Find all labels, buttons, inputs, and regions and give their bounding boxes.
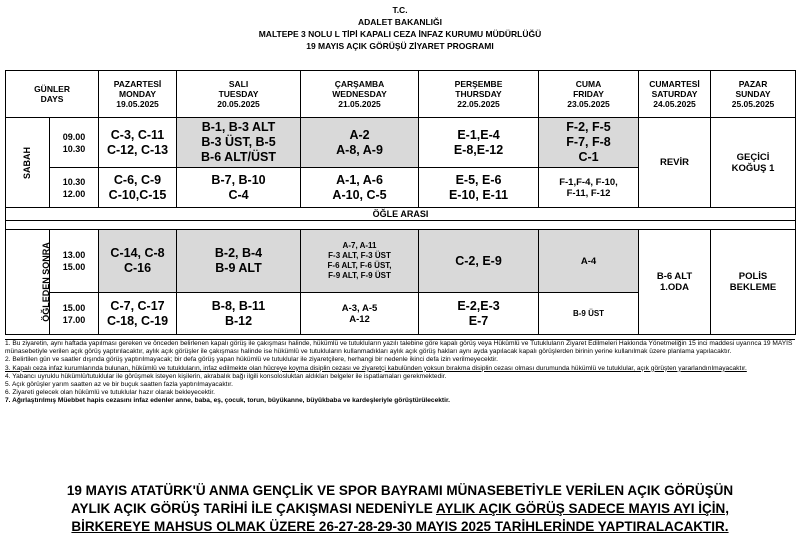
announcement-line-3: BİRKEREYE MAHSUS OLMAK ÜZERE 26-27-28-29-30 MAYIS 2025 TARİHLERİNDE YAPTIRALACAKTIR. xyxy=(71,519,729,534)
day-saturday xyxy=(639,71,711,118)
slot-cell-wed xyxy=(301,168,419,208)
spacer-row xyxy=(6,221,796,230)
slot-cell-tue xyxy=(177,168,301,208)
time-end: 17.00 xyxy=(62,314,86,325)
day-date: 24.05.2025 xyxy=(653,99,696,109)
slot-cell-mon xyxy=(99,168,177,208)
ward-line: A-1, A-6 xyxy=(336,172,383,187)
announcement xyxy=(0,482,800,536)
ward-line: B-2, B-4 xyxy=(214,246,263,260)
slot-time xyxy=(50,230,99,293)
ward-line: E-7 xyxy=(468,313,489,328)
slot-cell-mon xyxy=(99,230,177,293)
day-name-tr: SALI xyxy=(228,79,249,89)
ward-line: C-7, C-17 xyxy=(110,298,165,313)
slot-cell-wed xyxy=(301,293,419,335)
note-7: 7. Ağırlaştırılmış Müebbet hapis cezasını infaz edenler anne, baba, eş, çocuk, torun, büyükanne, büyükbaba ve kardeşleriyle görüştürülecektir. xyxy=(5,397,450,405)
day-date: 20.05.2025 xyxy=(217,99,260,109)
ward-line: A-8, A-9 xyxy=(336,142,383,157)
header-tc: T.C. xyxy=(392,5,408,15)
time-end: 15.00 xyxy=(62,262,86,272)
day-name-en: SATURDAY xyxy=(651,89,698,99)
slot-cell-thu xyxy=(419,168,539,208)
day-sunday xyxy=(711,71,796,118)
day-wednesday xyxy=(301,71,419,118)
slot-cell-mon xyxy=(99,293,177,335)
days-label-tr: GÜNLER xyxy=(34,84,70,94)
ward-line: B-7, B-10 xyxy=(211,172,266,187)
lunch-break-row xyxy=(6,208,796,221)
day-date: 21.05.2025 xyxy=(338,99,381,109)
day-thursday xyxy=(419,71,539,118)
ward-line: C-18, C-19 xyxy=(106,313,169,328)
slot-cell-thu xyxy=(419,118,539,168)
saturday-afternoon-cell xyxy=(639,230,711,335)
day-name-tr: PAZARTESİ xyxy=(113,79,162,89)
slot-cell-wed xyxy=(301,118,419,168)
ward-line: A-7, A-11 xyxy=(342,241,377,250)
ward-line: C-12, C-13 xyxy=(106,142,169,157)
slot-cell-tue xyxy=(177,230,301,293)
day-name-tr: CUMA xyxy=(575,79,602,89)
ward-line: POLİS xyxy=(738,271,768,282)
ward-line: C-2, E-9 xyxy=(455,253,502,268)
sunday-morning-cell xyxy=(711,118,796,208)
ward-line: B-3 ÜST, B-5 xyxy=(201,135,276,149)
ward-line: REVİR xyxy=(659,157,690,168)
day-name-en: THURSDAY xyxy=(455,89,502,99)
time-start: 13.00 xyxy=(62,250,86,260)
ward-line: E-2,E-3 xyxy=(457,298,500,313)
ward-line: E-10, E-11 xyxy=(448,187,509,202)
ward-line: F-1,F-4, F-10, xyxy=(559,176,618,188)
day-name-en: SUNDAY xyxy=(735,89,771,99)
day-friday xyxy=(539,71,639,118)
ward-line: B-9 ALT xyxy=(215,261,262,275)
period-afternoon-label: ÖĞLEDEN SONRA xyxy=(40,242,51,322)
ward-line: B-6 ALT xyxy=(656,271,693,282)
day-date: 23.05.2025 xyxy=(567,99,610,109)
document-header xyxy=(0,0,800,52)
sunday-afternoon-cell xyxy=(711,230,796,335)
ward-line: B-9 ÜST xyxy=(572,308,605,318)
slot-time xyxy=(50,118,99,168)
ward-line: C-4 xyxy=(228,187,249,202)
slot-cell-fri xyxy=(539,230,639,293)
time-start: 10.30 xyxy=(62,176,86,187)
ward-line: C-16 xyxy=(123,261,152,275)
ward-line: F-7, F-8 xyxy=(566,135,611,149)
ward-line: B-6 ALT/ÜST xyxy=(201,150,277,164)
period-morning xyxy=(6,118,50,208)
days-label-en: DAYS xyxy=(40,94,64,104)
slot-cell-mon xyxy=(99,118,177,168)
time-end: 12.00 xyxy=(62,188,86,199)
slot-time xyxy=(50,293,99,335)
ward-line: F-2, F-5 xyxy=(566,120,611,134)
ward-line: E-1,E-4 xyxy=(457,127,500,142)
slot-cell-thu xyxy=(419,230,539,293)
time-start: 09.00 xyxy=(62,131,86,142)
slot-cell-wed xyxy=(301,230,419,293)
days-header-row xyxy=(6,71,796,118)
day-name-tr: PERŞEMBE xyxy=(454,79,503,89)
announcement-line-2-plain: AYLIK AÇIK GÖRÜŞ TARİHİ İLE ÇAKIŞMASI NEDENİYLE xyxy=(70,501,436,516)
ward-line: F-11, F-12 xyxy=(566,187,611,199)
ward-line: B-12 xyxy=(224,313,253,328)
slot-cell-thu xyxy=(419,293,539,335)
note-2: 2. Belirtilen gün ve saatler dışında görüş yaptırılmayacak; bir defa görüş yapan hükümlü ve tutuklular ile ziyaretçilere, herhangi bir nedenle ikinci defa izin verilmeyecektir. xyxy=(5,356,498,364)
header-institution: MALTEPE 3 NOLU L TİPİ KAPALI CEZA İNFAZ KURUMU MÜDÜRLÜĞÜ xyxy=(258,29,542,39)
note-4: 4. Yabancı uyruklu hükümlü/tutuklular ile görüşmek isteyen kişilerin, akrabalık bağı ilgili konsolosluktan aldıkları belgeler ile ispatlamaları gerekmektedir. xyxy=(5,372,447,380)
announcement-line-1: 19 MAYIS ATATÜRK'Ü ANMA GENÇLİK VE SPOR BAYRAMI MÜNASEBETİYLE VERİLEN AÇIK GÖRÜŞÜN xyxy=(66,483,734,498)
day-date: 25.05.2025 xyxy=(731,99,775,109)
day-monday xyxy=(99,71,177,118)
time-end: 10.30 xyxy=(62,143,86,154)
ward-line: C-10,C-15 xyxy=(108,187,167,202)
days-label-cell xyxy=(6,71,99,118)
slot-row-1 xyxy=(6,118,796,168)
ward-line: E-8,E-12 xyxy=(453,142,504,157)
ward-line: BEKLEME xyxy=(729,282,777,293)
period-morning-label: SABAH xyxy=(22,146,33,179)
announcement-line-2-underlined: AYLIK AÇIK GÖRÜŞ SADECE MAYIS AYI İÇİN, xyxy=(435,501,730,516)
saturday-morning-cell xyxy=(639,118,711,208)
ward-line: B-1, B-3 ALT xyxy=(201,120,276,134)
slot-cell-fri xyxy=(539,293,639,335)
visit-schedule-table xyxy=(5,70,796,335)
slot-row-3 xyxy=(6,230,796,293)
day-name-tr: ÇARŞAMBA xyxy=(334,79,385,89)
ward-line: A-3, A-5 xyxy=(341,302,378,314)
announcement-line-2 xyxy=(0,500,800,518)
ward-line: A-10, C-5 xyxy=(332,187,387,202)
ward-line: A-4 xyxy=(580,255,597,267)
note-6: 6. Ziyareti gelecek olan hükümlü ve tutuklular hazır olarak bekleyecektir. xyxy=(5,389,216,397)
note-1: 1. Bu ziyaretin, aynı haftada yapılması gereken ve önceden belirlenen kapalı görüş ile çakışması halinde, hükümlü ve tutukluların yazılı talebine göre kapalı görüş veya Hükümlü ve Tutukluların Ziyaret Edilmeleri Hakkında Yönetmeliğin 15 inci maddesi uyarınca 19 MAYIS münasebetiyle verilen açık görüş yaptırılacaktır, aylık açık görüşler ile çakışması halinde ise hükümlü ve tutukluların kullanmadıkları aylık açık görüş hakları aynı ayda yapılacak kapalı görüşlerden birinin yerine kullanılmak üzere planlama yapılacaktır. xyxy=(5,340,793,356)
day-name-en: WEDNESDAY xyxy=(332,89,387,99)
ward-line: 1.ODA xyxy=(659,282,690,293)
note-3: 3. Kapalı ceza infaz kurumlarında bulunan, hükümlü ve tutukluların, infaz edilmekte olan hücreye koyma disiplin cezası ve ziyaretçi kabulünden yoksun bırakma disiplin cezası olması durumunda hükümlü ve tutuklular, açık görüşten yararlandırılmayacaktır. xyxy=(5,364,747,372)
ward-line: C-1 xyxy=(578,150,599,164)
ward-line: C-14, C-8 xyxy=(110,246,165,260)
ward-line: GEÇİCİ xyxy=(736,151,770,163)
notes-section xyxy=(5,339,795,406)
day-name-en: TUESDAY xyxy=(218,89,259,99)
ward-line: C-6, C-9 xyxy=(113,172,162,187)
ward-line: C-3, C-11 xyxy=(110,127,165,142)
slot-cell-fri xyxy=(539,118,639,168)
day-date: 19.05.2025 xyxy=(116,99,159,109)
ward-line: F-9 ALT, F-9 ÜST xyxy=(328,271,391,280)
day-date: 22.05.2025 xyxy=(457,99,500,109)
time-start: 15.00 xyxy=(62,302,86,313)
day-name-tr: CUMARTESİ xyxy=(649,79,700,89)
day-tuesday xyxy=(177,71,301,118)
period-afternoon xyxy=(6,230,50,335)
ward-line: KOĞUŞ 1 xyxy=(731,162,775,174)
ward-line: F-3 ALT, F-3 ÜST xyxy=(328,251,391,260)
slot-cell-tue xyxy=(177,293,301,335)
ward-line: A-12 xyxy=(349,313,370,325)
ward-line: E-5, E-6 xyxy=(455,172,502,187)
spacer xyxy=(6,221,796,230)
ward-line: B-8, B-11 xyxy=(211,298,266,313)
ward-line: A-2 xyxy=(349,127,370,142)
note-5: 5. Açık görüşler yarım saatten az ve bir buçuk saatten fazla yaptırılmayacaktır. xyxy=(5,381,233,389)
lunch-break-label: ÖĞLE ARASI xyxy=(6,208,796,221)
slot-cell-tue xyxy=(177,118,301,168)
header-program-title: 19 MAYIS AÇIK GÖRÜŞÜ ZİYARET PROGRAMI xyxy=(306,41,494,51)
day-name-en: FRIDAY xyxy=(573,89,604,99)
day-name-en: MONDAY xyxy=(119,89,157,99)
slot-time xyxy=(50,168,99,208)
slot-cell-fri xyxy=(539,168,639,208)
header-ministry: ADALET BAKANLIĞI xyxy=(357,17,443,27)
day-name-tr: PAZAR xyxy=(738,79,768,89)
ward-line: F-6 ALT, F-6 ÜST, xyxy=(327,261,392,270)
